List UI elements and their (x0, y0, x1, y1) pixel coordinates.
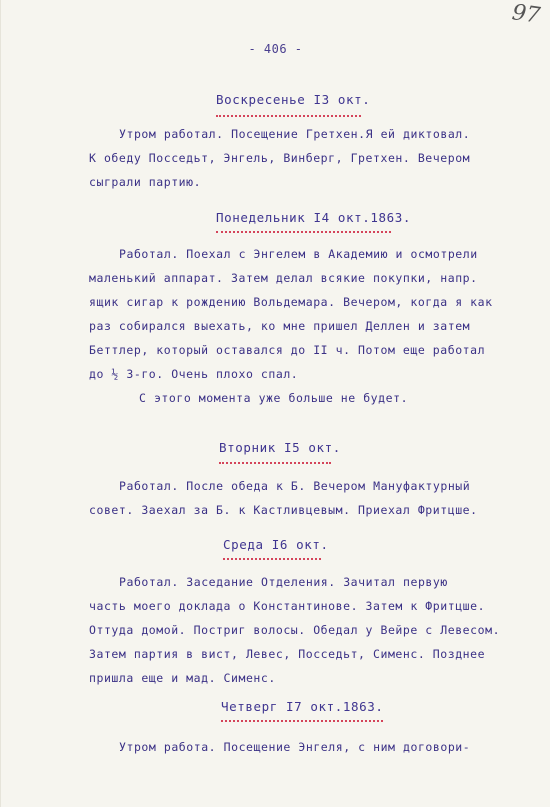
heading-underline (216, 115, 361, 117)
text-line: раз собирался выехать, ко мне пришел Деллен и затем (89, 319, 471, 333)
text-line: Затем партия в вист, Левес, Посседьт, Сименс. Позднее (89, 647, 486, 661)
entry-heading-monday: Понедельник I4 окт.1863. (216, 210, 412, 225)
entry-text-thursday (89, 735, 529, 759)
heading-underline (216, 231, 391, 233)
text-line: Работал. Заседание Отделения. Зачитал первую (119, 575, 448, 589)
text-line: С этого момента уже больше не будет. (139, 391, 409, 405)
heading-underline (219, 462, 331, 464)
text-line: маленький аппарат. Затем делал всякие покупки, напр. (89, 271, 478, 285)
heading-underline (221, 720, 383, 722)
entry-heading-sunday: Воскресенье I3 окт. (216, 92, 371, 107)
page-number: - 406 - (248, 42, 303, 56)
text-line: Утром работа. Посещение Энгеля, с ним договори- (119, 740, 471, 754)
entry-text-wednesday (89, 570, 529, 690)
text-line: сыграли партию. (89, 175, 202, 189)
text-line: пришла еще и мад. Сименс. (89, 671, 276, 685)
entry-heading-tuesday: Вторник I5 окт. (219, 440, 341, 455)
handwritten-page-mark: 97 (510, 0, 542, 29)
text-line: Работал. После обеда к Б. Вечером Мануфактурный (119, 479, 471, 493)
text-line: ящик сигар к рождению Вольдемара. Вечером, когда я как (89, 295, 493, 309)
entry-heading-wednesday: Среда I6 окт. (223, 537, 329, 552)
entry-heading-thursday: Четверг I7 окт.1863. (221, 699, 384, 714)
text-line: совет. Заехал за Б. к Кастливцевым. Приехал Фритцше. (89, 503, 478, 517)
text-line: К обеду Посседьт, Энгель, Винберг, Гретхен. Вечером (89, 151, 471, 165)
entry-text-tuesday (89, 474, 529, 522)
text-line: Работал. Поехал с Энгелем в Академию и осмотрели (119, 247, 478, 261)
heading-underline (223, 558, 321, 560)
text-line: часть моего доклада о Константинове. Затем к Фритцше. (89, 599, 486, 613)
text-line: Оттуда домой. Постриг волосы. Обедал у Вейре с Левесом. (89, 623, 501, 637)
text-line: Утром работал. Посещение Гретхен.Я ей диктовал. (119, 127, 471, 141)
text-line: Беттлер, который оставался до II ч. Потом еще работал (89, 343, 486, 357)
entry-text-sunday (89, 122, 529, 194)
text-line: до ½ 3-го. Очень плохо спал. (89, 367, 299, 381)
entry-text-monday (89, 242, 529, 410)
